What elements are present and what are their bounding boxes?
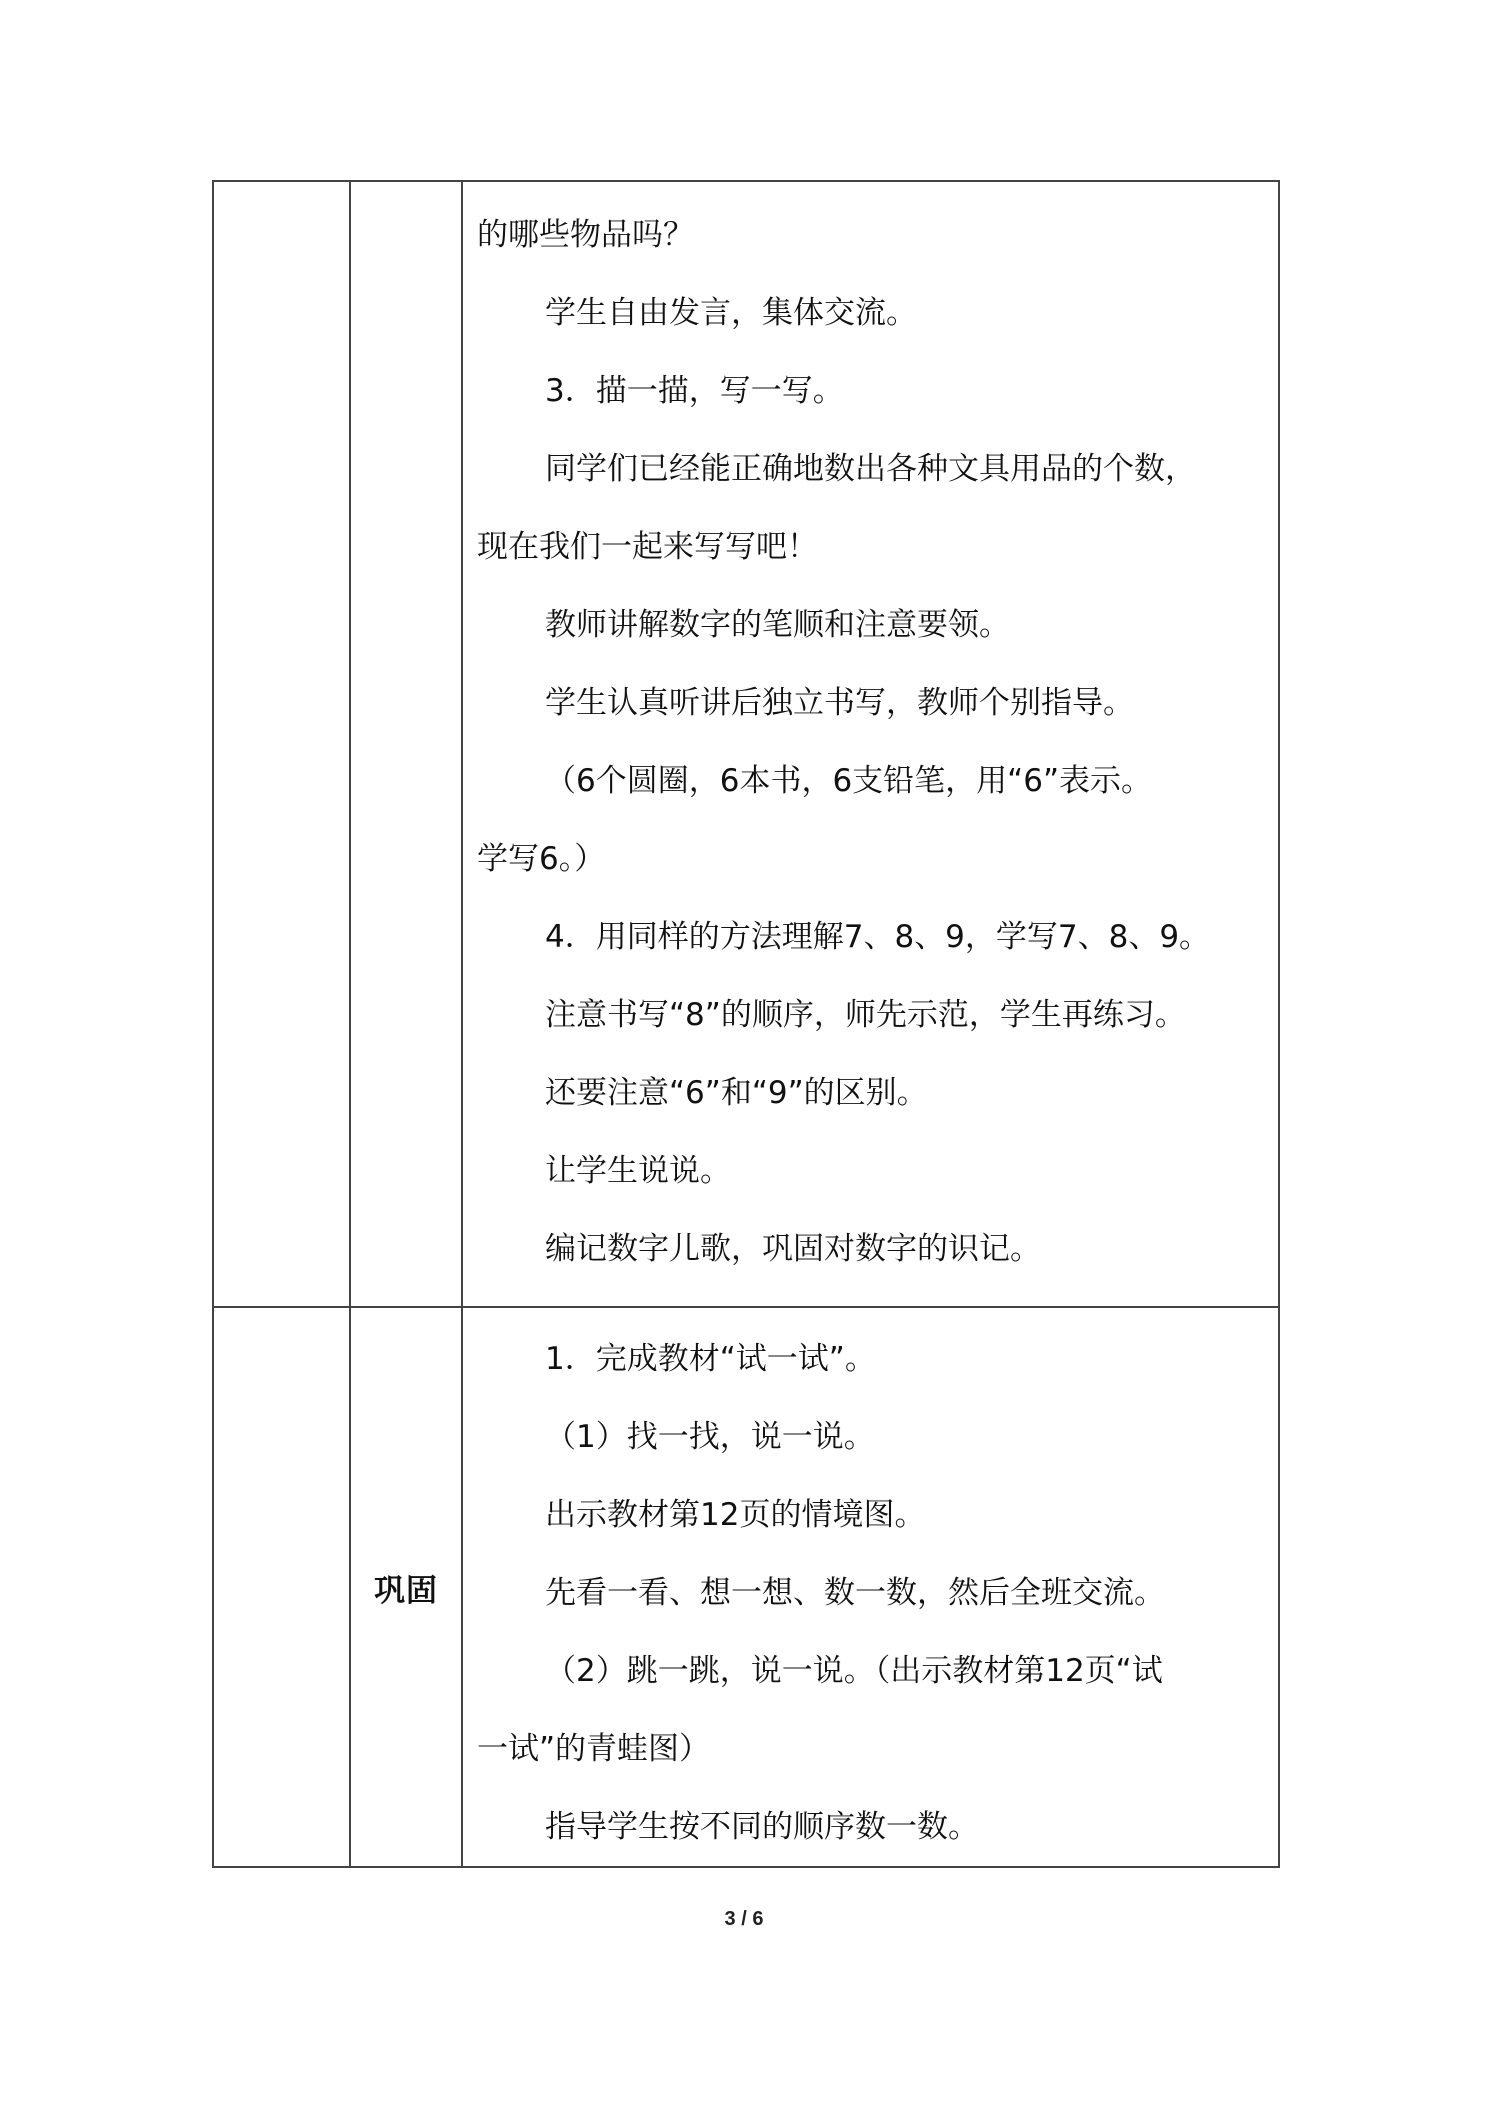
content-block — [463, 1308, 1278, 1866]
paragraph: 学生自由发言，集体交流。 — [545, 295, 917, 331]
lesson-plan-table — [212, 180, 1280, 1868]
paragraph: 学生认真听讲后独立书写，教师个别指导。 — [545, 685, 1134, 721]
paragraph: 1．完成教材“试一试”。 — [545, 1341, 876, 1377]
paragraph: 同学们已经能正确地数出各种文具用品的个数， — [545, 451, 1196, 487]
paragraph: 现在我们一起来写写吧！ — [477, 529, 818, 565]
paragraph: 4．用同样的方法理解7、8、9，学写7、8、9。 — [545, 919, 1211, 955]
content-block — [463, 182, 1278, 1288]
paragraph: 先看一看、想一想、数一数，然后全班交流。 — [545, 1575, 1165, 1611]
paragraph: （1）找一找，说一说。 — [545, 1419, 875, 1455]
paragraph: 一试”的青蛙图） — [477, 1731, 711, 1767]
paragraph: 3．描一描，写一写。 — [545, 373, 844, 409]
paragraph: 编记数字儿歌，巩固对数字的识记。 — [545, 1231, 1041, 1267]
content-cell — [462, 181, 1279, 1307]
page-number: 3 / 6 — [724, 1908, 764, 1930]
empty-cell — [213, 1307, 350, 1867]
table-row — [213, 1307, 1279, 1867]
paragraph: （6个圆圈，6本书，6支铅笔，用“6”表示。 — [545, 763, 1153, 799]
paragraph: 注意书写“8”的顺序，师先示范，学生再练习。 — [545, 997, 1186, 1033]
paragraph: （2）跳一跳，说一说。（出示教材第12页“试 — [545, 1653, 1163, 1689]
section-label — [350, 181, 462, 1307]
paragraph: 让学生说说。 — [545, 1153, 731, 1189]
content-cell — [462, 1307, 1279, 1867]
empty-cell — [213, 181, 350, 1307]
section-label-consolidate: 巩固 — [350, 1307, 462, 1867]
table-row — [213, 181, 1279, 1307]
paragraph: 的哪些物品吗？ — [477, 217, 694, 253]
paragraph: 出示教材第12页的情境图。 — [545, 1497, 926, 1533]
paragraph: 还要注意“6”和“9”的区别。 — [545, 1075, 928, 1111]
paragraph: 学写6。） — [477, 841, 606, 877]
paragraph: 教师讲解数字的笔顺和注意要领。 — [545, 607, 1010, 643]
paragraph: 指导学生按不同的顺序数一数。 — [545, 1809, 979, 1845]
